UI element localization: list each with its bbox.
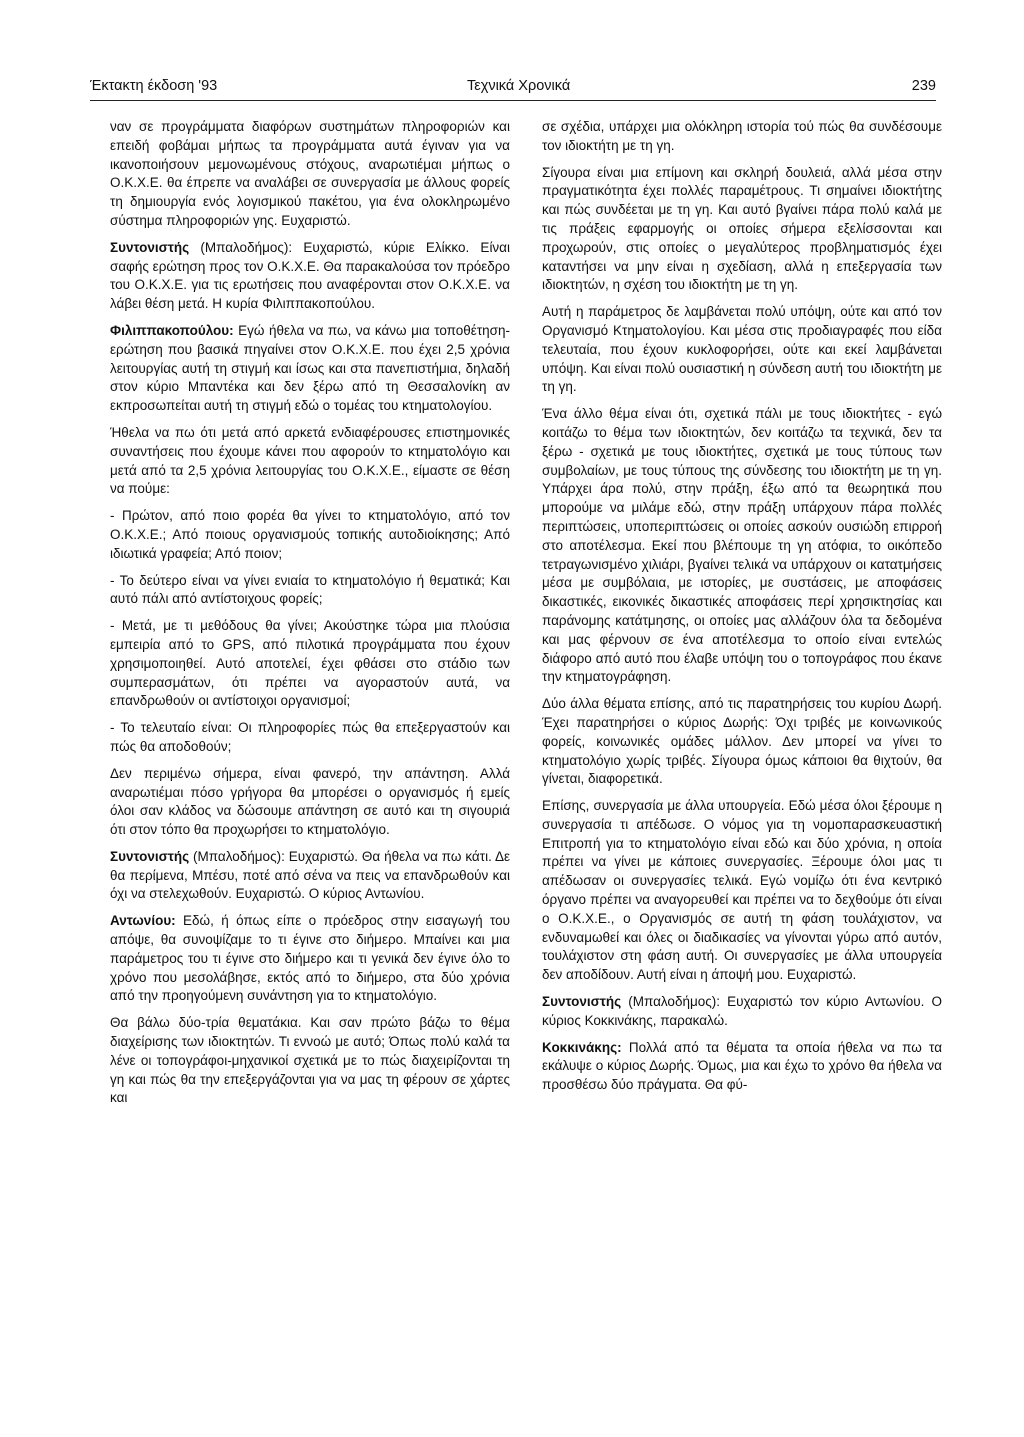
paragraph: Θα βάλω δύο-τρία θεματάκια. Και σαν πρώτο βάζω το θέμα διαχείρισης των ιδιοκτητών. Τι εννοώ με αυτό; Όπως πολύ καλά τα λένε οι τοπογράφοι-μηχανικοί σχετικά με το πώς διαχειρίζονται τη γη και πώς θα την επεξεργάζονται για να μας τη φέρουν σε χάρτες και bbox=[110, 1015, 510, 1106]
paragraph: ναν σε προγράμματα διαφόρων συστημάτων πληροφοριών και επειδή φοβάμαι μήπως τα προγράμματα αυτά έγιναν για να ικανοποιήσουν μεμονωμένους στόχους, αναρωτιέμαι μήπως ο Ο.Κ.Χ.Ε. θα έπρεπε να αναλάβει σε συνεργασία με άλλους φορείς τη δημιουργία ενός λογισμικού πακέτου, για ένα ολοκληρωμένο σύστημα πληροφοριών γης. Ευχαριστώ. bbox=[110, 119, 510, 228]
paragraph: Δεν περιμένω σήμερα, είναι φανερό, την απάντηση. Αλλά αναρωτιέμαι πόσο γρήγορα θα μπορέσει ο οργανισμός ή εμείς όλοι σαν κλάδος να δώσουμε απάντηση σε αυτό και τη σιγουριά ότι στον τόπο θα προχωρήσει το κτηματολόγιο. bbox=[110, 765, 510, 838]
paragraph: Αυτή η παράμετρος δε λαμβάνεται πολύ υπόψη, ούτε και από τον Οργανισμό Κτηματολογίου. Και μέσα στις προδιαγραφές που είδα τελευταία, που έχουν κυκλοφορήσει, ούτε και εκεί λαμβάνεται υπόψη. Και είναι πολύ ουσιαστική η σύνδεση αυτή του ιδιοκτήτη με τη γη. bbox=[542, 304, 942, 395]
paragraph: - Το δεύτερο είναι να γίνει ενιαία το κτηματολόγιο ή θεματικά; Και αυτό πάλι από αντίστοιχους φορείς; bbox=[110, 572, 510, 607]
paragraph: Συντονιστής (Μπαλοδήμος): Ευχαριστώ. Θα ήθελα να πω κάτι. Δε θα περίμενα, Μπέσυ, ποτέ από σένα να πεις να επανδρωθούν και όχι να στελεχωθούν. Ευχαριστώ. Ο κύριος Αντωνίου. bbox=[110, 848, 510, 902]
paragraph: Ένα άλλο θέμα είναι ότι, σχετικά πάλι με τους ιδιοκτήτες - εγώ κοιτάζω το θέμα των ιδιοκτητών, δεν κοιτάζω τα τεχνικά, δεν τα ξέρω - σχετικά με τους ιδιοκτήτες, σχετικά με τους τύπους των συμβολαίων, με τους τύπους της σύνδεσης του ιδιοκτήτη με τη γη. Υπάρχει άρα πολύ, στην πράξη, έξω από τα θεωρητικά που μπορούμε να μιλάμε εδώ, στην πράξη υπάρχουν πάρα πολλές περιπτώσεις, υποπεριπτώσεις οι οποίες ασκούν ουσιώδη επιρροή στο αποτέλεσμα. Εκεί που βλέπουμε τη γη ατόφια, το οικόπεδο τετραγωνισμένο χιλιάρι, βγαίνει τελικά να υπάρχουν οι κατατμήσεις μέσα με συμβόλαια, με ιστορίες, με συστάσεις, με αποφάσεις δικαστικές, εικονικές δικαστικές αποφάσεις περί χρησικτησίας και παράνομης κατάτμησης, οι οποίες μας αλλάζουν όλα τα δεδομένα και μας φέρνουν σε ένα αποτέλεσμα το οποίο είναι εντελώς διάφορο από αυτό που έλαβε υπόψη του ο τοπογράφος που έκανε την κτηματογράφηση. bbox=[542, 406, 942, 685]
paragraph: - Το τελευταίο είναι: Οι πληροφορίες πώς θα επεξεργαστούν και πώς θα αποδοθούν; bbox=[110, 720, 510, 754]
paragraph: Αντωνίου: Εδώ, ή όπως είπε ο πρόεδρος στην εισαγωγή του απόψε, θα συνοψίζαμε το τι έγινε στο διήμερο. Μπαίνει και μια παράμετρος του τι έγινε στο διήμερο και τι γενικά δεν έγινε όλο το χρόνο που μεσολάβησε, εκτός από το διήμερο, στα δύο χρόνια από την προηγούμενη συνάντηση για το κτηματολόγιο. bbox=[110, 913, 510, 1004]
paragraph: - Μετά, με τι μεθόδους θα γίνει; Ακούστηκε τώρα μια πλούσια εμπειρία από το GPS, από πιλοτικά προγράμματα που έχουν χρησιμοποιηθεί. Αυτό αποτελεί, έχει φθάσει στο στάδιο των συμπερασμάτων, ότι πρέπει να αγοραστούν αυτά, να επανδρωθούν οι αντίστοιχοι οργανισμοί; bbox=[110, 618, 510, 709]
paragraph: Δύο άλλα θέματα επίσης, από τις παρατηρήσεις του κυρίου Δωρή. Έχει παρατηρήσει ο κύριος Δωρής: Όχι τριβές με κοινωνικούς φορείς, κοινωνικές ομάδες μάλλον. Δεν μπορεί να γίνει το κτηματολόγιο χωρίς τριβές. Σίγουρα όμως κάποιοι θα θιχτούν, θα γίνεται, διαφορετικά. bbox=[542, 696, 942, 787]
paragraph: Σίγουρα είναι μια επίμονη και σκληρή δουλειά, αλλά μέσα στην πραγματικότητα έχει πολλές παραμέτρους. Τι σημαίνει ιδιοκτήτης και πώς συνδέεται με τη γη. Και αυτό βγαίνει πάρα πολύ καλά με τις πράξεις εφαρμογής οι οποίες σήμερα εξελίσσονται και προχωρούν, στις οποίες ο μεγαλύτερος προβληματισμός έχει καταντήσει να μην είναι η σχεδίαση, αλλά η επεξεργασία των ιδιοκτητών, η σχέση του ιδιοκτήτη με τη γη. bbox=[542, 164, 942, 293]
paragraph: σε σχέδια, υπάρχει μια ολόκληρη ιστορία τού πώς θα συνδέσουμε τον ιδιοκτήτη με τη γη. bbox=[542, 119, 942, 153]
right-column bbox=[542, 118, 942, 1103]
left-column bbox=[110, 118, 510, 1116]
paragraph: Κοκκινάκης: Πολλά από τα θέματα τα οποία ήθελα να πω τα εκάλυψε ο κύριος Δωρής. Όμως, μια και έχω το χρόνο θα ήθελα να προσθέσω δύο πράγματα. Θα φύ- bbox=[542, 1039, 942, 1093]
edition-label: Έκτακτη έκδοση '93 bbox=[90, 78, 218, 94]
paragraph: - Πρώτον, από ποιο φορέα θα γίνει το κτηματολόγιο, από τον Ο.Κ.Χ.Ε.; Από ποιους οργανισμούς τοπικής αυτοδιοίκησης; Από ιδιωτικά γραφεία; Από ποιον; bbox=[110, 508, 510, 561]
paragraph: Ήθελα να πω ότι μετά από αρκετά ενδιαφέρουσες επιστημονικές συναντήσεις που έχουμε κάνει που αφορούν το κτηματολόγιο και μετά από τα 2,5 χρόνια λειτουργίας του Ο.Κ.Χ.Ε., είμαστε σε θέση να πούμε: bbox=[110, 424, 510, 497]
paragraph: Φιλιππακοπούλου: Εγώ ήθελα να πω, να κάνω μια τοποθέτηση-ερώτηση που βασικά πηγαίνει στον Ο.Κ.Χ.Ε. που έχει 2,5 χρόνια λειτουργίας αυτή τη στιγμή και ίσως και στα πανεπιστήμια, δηλαδή στον κύριο Μπαντέκα και δεν ξέρω από τη Θεσσαλονίκη αν εκπροσωπείται αυτή τη στιγμή εδώ ο τομέας του κτηματολογίου. bbox=[110, 322, 510, 414]
paragraph: Συντονιστής (Μπαλοδήμος): Ευχαριστώ τον κύριο Αντωνίου. Ο κύριος Κοκκινάκης, παρακαλώ. bbox=[542, 994, 942, 1028]
journal-title: Τεχνικά Χρονικά bbox=[467, 78, 571, 94]
page-number: 239 bbox=[911, 78, 936, 94]
paragraph: Συντονιστής (Μπαλοδήμος): Ευχαριστώ, κύριε Ελίκκο. Είναι σαφής ερώτηση προς τον Ο.Κ.Χ.Ε. Θα παρακαλούσα τον πρόεδρο του Ο.Κ.Χ.Ε. για τις ερωτήσεις που αναφέρονται στον Ο.Κ.Χ.Ε. να λάβει θέση μετά. Η κυρία Φιλιππακοπούλου. bbox=[110, 239, 510, 312]
running-header bbox=[90, 74, 936, 101]
paragraph: Επίσης, συνεργασία με άλλα υπουργεία. Εδώ μέσα όλοι ξέρουμε η συνεργασία τι απέδωσε. Ο νόμος για τη νομοπαρασκευαστική Επιτροπή για το κτηματολόγιο είναι εδώ και δύο χρόνια, η οποία πρέπει να γίνει με κάποιες συνεργασίες. Ξέρουμε όλοι μας τι απέδωσαν οι συνεργασίες τελικά. Εγώ νομίζω ότι ένα κεντρικό όργανο πρέπει να αναγορευθεί και πρέπει να το δεχθούμε ότι είναι ο Ο.Κ.Χ.Ε., ο Οργανισμός σε αυτή τη φάση τουλάχιστον, να ενδυναμωθεί και όλες οι διαδικασίες να γίνονται γύρω από αυτόν, τουλάχιστον στη φάση αυτή. Οι συνεργασίες με άλλα υπουργεία δεν αποδίδουν. Αυτή είναι η άποψή μου. Ευχαριστώ. bbox=[542, 798, 942, 983]
